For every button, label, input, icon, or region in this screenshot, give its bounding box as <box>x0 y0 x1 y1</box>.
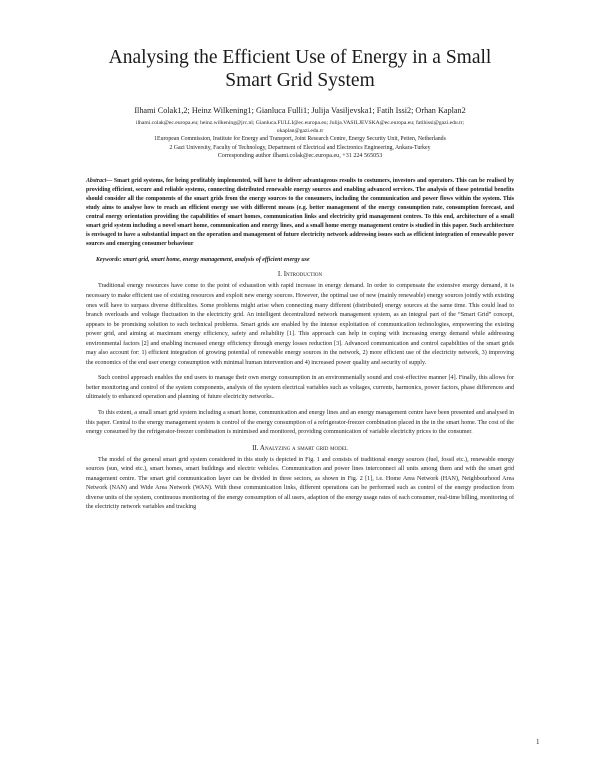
paragraph <box>86 409 514 438</box>
paragraph: Traditional energy resources have come to the point of exhaustion with rapid increase in energy demand. In order to compensate the extensive energy demand, it is necessary to make efficient use of existing resources and exploit new energy sources. However, the optimal use of new (mainly renewable) energy sources jointly with existing ones will have to surpass diverse difficulties. Some problems might arise when connecting many different (distributed) energy sources at the same time. This could lead to branch overloads and voltage fluctuation in the electricity grid. An intelligent decentralized network management system, as an integral part of the “Smart Grid” concept, appears to be promising solution to such technical problems. Smart grids are enabled by the intense exploitation of communication technologies, empowering the existing power grid, and aiming at maximum energy efficiency, safety and reliability [1]. This approach can help in coping with increasing energy demand while addressing environmental factors [2] and enabling increased energy efficiency through energy losses reduction [3]. Advanced communication and control capabilities of the smart grids may also account for: 1) efficient integration of growing potential of renewable energy sources in the network, 2) more efficient use of the electricity network, 3) improving the economics of the end user energy consumption with minimal human intervention and 4) increased power quality and security of supply. <box>86 283 514 366</box>
email-line: ilhami.colak@ec.europa.eu; heinz.wilkening@jrc.nl; Gianluca.FULLI@ec.europa.eu; Julija.VASILJEVSKA@ec.europa.eu; fatihissi@gazi.edu.tr; <box>135 120 465 126</box>
affiliation: 2 Gazi University, Faculty of Technology, Department of Electrical and Electronics Engineering, Ankara-Turkey <box>169 144 431 151</box>
paragraph-text: To this extent, a small smart grid system including a smart home, communication and energy lines and an energy management centre have been presented and analysed in this paper. Central to the energy management system is control of the energy consumption of a refrigerator-freezer combination placed in the in the smart home. The cost of the energy consumed by the refrigerator-freezer combination is minimised and monitored, providing communication of variable electricity prices to the consumer <box>86 410 514 436</box>
corresponding-author: Corresponding author ilhami.colak@ec.europa.eu, +31 224 565053 <box>217 153 383 160</box>
text-cursor: . <box>471 429 473 436</box>
affiliation: 1European Commission, Institute for Energy and Transport, Joint Research Centre, Energy Security Unit, Petten, Netherlands <box>154 136 446 142</box>
paragraph: Such control approach enables the end users to manage their own energy consumption in an environmentally sound and cost-effective manner [4]. Finally, this allows for better monitoring and control of the system components, analysis of the system electrical variables such as voltages, currents, harmonics, power factors, phase differences and ultimately to enhanced operation and planning of future electricity networks.. <box>86 375 514 401</box>
section-heading: I. Introduction <box>277 270 323 279</box>
paragraph: The model of the general smart grid system considered in this study is depicted in Fig. 1 and consists of traditional energy sources (fuel, fossil etc.), renewable energy sources (sun, wind etc.), smart homes, smart buildings and electric vehicles. Communication and power lines interconnect all units among them and with the smart grid management centre. The smart grid communication layer can be divided in three sectors, as shown in Fig. 2 [1], i.e. Home Area Network (HAN), Neighbourhood Area Network (NAN) and Wide Area Network (WAN). With these communication links, different operations can be performed such as control of the energy production from diverse units of the system, continuous monitoring of the energy consumption of all users, adaption of the energy usage rates of each consumer, real-time billing, monitoring of the electricity network variables and tracking <box>86 456 514 511</box>
author-list: Ilhami Colak1,2; Heinz Wilkening1; Gianluca Fulli1; Julija Vasiljevska1; Fatih Issi2; Orhan Kaplan2 <box>134 106 466 115</box>
keywords: Keywords: smart grid, smart home, energy management, analysis of efficient energy use <box>96 257 310 264</box>
email-line: okaplan@gazi.edu.tr <box>276 128 324 134</box>
author-emails <box>86 119 514 135</box>
page-number: 1 <box>536 738 540 746</box>
section-heading: II. Analyzing a smart grid model <box>252 443 348 452</box>
paper-title: Analysing the Efficient Use of Energy in a Small Smart Grid System <box>108 47 492 91</box>
abstract-label: Abstract <box>86 178 107 185</box>
abstract-text: — Smart grid systems, for being profitably implemented, will have to deliver advantageous results to costumers, investors and operators. This can be realised by providing efficient, secure and reliable systems, connecting distributed renewable energy sources and enabling advanced services. The analysis of those potential benefits should consider all the components of the smart grids from the energy sources to the consumers, including the communication and power flows within the system. This study aims to analyse how to reach an efficient energy use with different means (e.g. better management of the energy consumption rate, consumption forecast, and central energy orientation providing the capabilities of smart homes, communication links and electricity grid management centres. To this end, architecture of a small smart grid system including a novel smart home, communication and energy lines, and a small home energy management centre is studied in this paper. Such architecture is envisaged to have a substantial impact on the operation and management of future electricity network addressing issues such as efficient integration of renewable power sources and emerging consumer behaviour <box>86 178 514 247</box>
paper-page <box>86 40 514 519</box>
abstract <box>86 177 514 248</box>
